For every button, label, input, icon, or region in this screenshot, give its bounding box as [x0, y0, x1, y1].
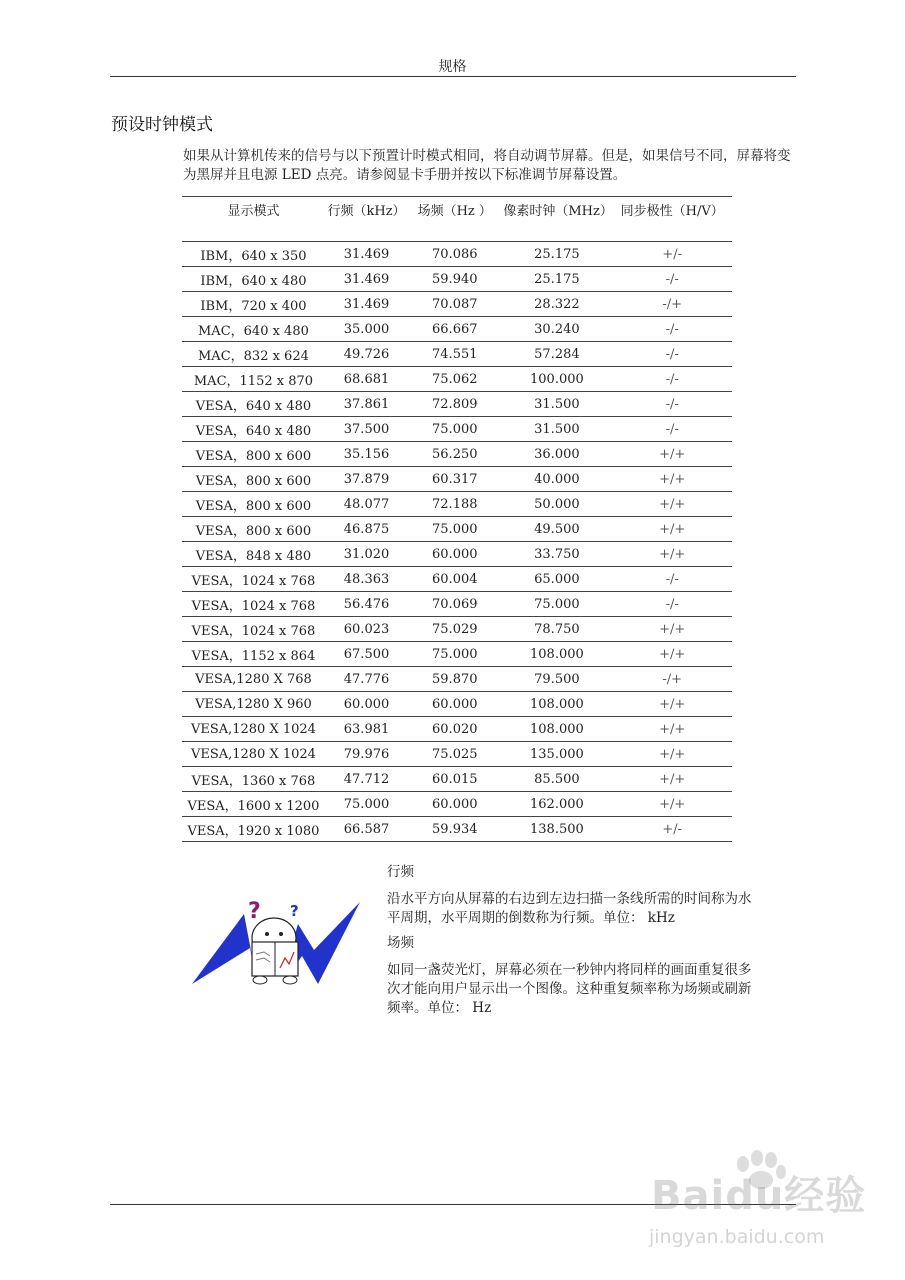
cell-sync-polarity: +/+	[612, 467, 732, 492]
cell-pixel-clock: 100.000	[501, 367, 612, 392]
cell-vertical-frequency: 59.934	[408, 817, 501, 842]
cell-vertical-frequency: 75.000	[408, 642, 501, 667]
cell-horizontal-frequency: 35.000	[325, 317, 408, 342]
cell-vertical-frequency: 70.069	[408, 592, 501, 617]
cell-pixel-clock: 108.000	[501, 642, 612, 667]
table-row	[182, 417, 732, 442]
table-row	[182, 317, 732, 342]
cell-vertical-frequency: 75.029	[408, 617, 501, 642]
cell-vertical-frequency: 75.025	[408, 742, 501, 767]
cell-display-mode: VESA,1280 X 960	[182, 692, 325, 717]
table-row	[182, 792, 732, 817]
header-sync-polarity: 同步极性（H/V）	[612, 197, 732, 242]
cell-vertical-frequency: 75.000	[408, 517, 501, 542]
confused-reader-with-book-icon	[192, 896, 362, 988]
cell-display-mode: VESA，1600 x 1200	[182, 792, 325, 817]
cell-display-mode: VESA,1280 X 768	[182, 667, 325, 692]
cell-horizontal-frequency: 46.875	[325, 517, 408, 542]
watermark-url: jingyan.baidu.com	[649, 1226, 825, 1248]
cell-display-mode: IBM，640 x 480	[182, 267, 325, 292]
header-horizontal-frequency: 行频（kHz）	[325, 197, 408, 242]
cell-pixel-clock: 108.000	[501, 692, 612, 717]
table-row	[182, 242, 732, 267]
table-row	[182, 267, 732, 292]
cell-vertical-frequency: 66.667	[408, 317, 501, 342]
cell-vertical-frequency: 60.015	[408, 767, 501, 792]
cell-sync-polarity: +/+	[612, 517, 732, 542]
cell-pixel-clock: 28.322	[501, 292, 612, 317]
cell-pixel-clock: 33.750	[501, 542, 612, 567]
table-row	[182, 342, 732, 367]
table-row	[182, 517, 732, 542]
cell-horizontal-frequency: 37.861	[325, 392, 408, 417]
cell-display-mode: VESA,1280 X 1024	[182, 742, 325, 767]
cell-sync-polarity: +/+	[612, 642, 732, 667]
cell-sync-polarity: +/+	[612, 617, 732, 642]
cell-horizontal-frequency: 31.020	[325, 542, 408, 567]
cell-sync-polarity: -/-	[612, 342, 732, 367]
header-divider	[110, 76, 796, 77]
header-pixel-clock: 像素时钟（MHz）	[501, 197, 612, 242]
cell-horizontal-frequency: 75.000	[325, 792, 408, 817]
cell-vertical-frequency: 74.551	[408, 342, 501, 367]
table-row	[182, 817, 732, 842]
cell-pixel-clock: 75.000	[501, 592, 612, 617]
cell-sync-polarity: +/+	[612, 742, 732, 767]
cell-horizontal-frequency: 60.000	[325, 692, 408, 717]
page-header-title: 规格	[438, 59, 467, 75]
definitions-block	[387, 860, 759, 1024]
cell-vertical-frequency: 60.020	[408, 717, 501, 742]
cell-horizontal-frequency: 63.981	[325, 717, 408, 742]
cell-vertical-frequency: 60.000	[408, 792, 501, 817]
cell-horizontal-frequency: 60.023	[325, 617, 408, 642]
cell-sync-polarity: +/+	[612, 792, 732, 817]
cell-sync-polarity: +/-	[612, 817, 732, 842]
cell-vertical-frequency: 56.250	[408, 442, 501, 467]
cell-sync-polarity: -/-	[612, 267, 732, 292]
cell-pixel-clock: 78.750	[501, 617, 612, 642]
cell-horizontal-frequency: 67.500	[325, 642, 408, 667]
cell-vertical-frequency: 60.000	[408, 542, 501, 567]
cell-display-mode: VESA，1360 x 768	[182, 767, 325, 792]
table-row	[182, 567, 732, 592]
table-row	[182, 592, 732, 617]
cell-pixel-clock: 50.000	[501, 492, 612, 517]
definition-term-horizontal-frequency: 行频	[387, 864, 414, 880]
cell-display-mode: IBM，640 x 350	[182, 242, 325, 267]
cell-pixel-clock: 25.175	[501, 267, 612, 292]
cell-display-mode: VESA，800 x 600	[182, 517, 325, 542]
cell-sync-polarity: -/+	[612, 667, 732, 692]
table-row	[182, 767, 732, 792]
cell-display-mode: VESA，1024 x 768	[182, 617, 325, 642]
watermark	[647, 1150, 867, 1260]
table-row	[182, 442, 732, 467]
question-mark-large: ?	[248, 899, 261, 924]
cell-sync-polarity: +/+	[612, 442, 732, 467]
cell-display-mode: VESA，640 x 480	[182, 392, 325, 417]
table-row	[182, 367, 732, 392]
definition-text-vertical-frequency: 如同一盏荧光灯，屏幕必须在一秒钟内将同样的画面重复很多次才能向用户显示出一个图像。这种重复频率称为场频或刷新频率。单位： Hz	[387, 962, 752, 1016]
cell-display-mode: VESA，1024 x 768	[182, 592, 325, 617]
timing-modes-table	[182, 196, 732, 842]
table-row	[182, 392, 732, 417]
cell-horizontal-frequency: 48.077	[325, 492, 408, 517]
cell-display-mode: VESA，640 x 480	[182, 417, 325, 442]
section-heading: 预设时钟模式	[111, 115, 213, 135]
cell-horizontal-frequency: 31.469	[325, 267, 408, 292]
table-row	[182, 617, 732, 642]
header-vertical-frequency: 场频（Hz ）	[408, 197, 501, 242]
table-header-row	[182, 197, 732, 242]
cell-horizontal-frequency: 47.712	[325, 767, 408, 792]
cell-sync-polarity: +/+	[612, 692, 732, 717]
table-row	[182, 292, 732, 317]
definition-text-horizontal-frequency: 沿水平方向从屏幕的右边到左边扫描一条线所需的时间称为水平周期，水平周期的倒数称为行频。单位： kHz	[387, 891, 752, 926]
cell-pixel-clock: 30.240	[501, 317, 612, 342]
cell-horizontal-frequency: 37.500	[325, 417, 408, 442]
cell-pixel-clock: 162.000	[501, 792, 612, 817]
cell-pixel-clock: 36.000	[501, 442, 612, 467]
cell-display-mode: VESA，1920 x 1080	[182, 817, 325, 842]
cell-display-mode: VESA，800 x 600	[182, 467, 325, 492]
cell-pixel-clock: 65.000	[501, 567, 612, 592]
question-mark-small: ?	[290, 902, 299, 920]
cell-pixel-clock: 57.284	[501, 342, 612, 367]
cell-sync-polarity: -/-	[612, 367, 732, 392]
cell-vertical-frequency: 72.188	[408, 492, 501, 517]
cell-sync-polarity: -/-	[612, 592, 732, 617]
cell-horizontal-frequency: 66.587	[325, 817, 408, 842]
cell-pixel-clock: 85.500	[501, 767, 612, 792]
cell-sync-polarity: -/-	[612, 392, 732, 417]
cell-vertical-frequency: 75.000	[408, 417, 501, 442]
cell-pixel-clock: 138.500	[501, 817, 612, 842]
cell-horizontal-frequency: 49.726	[325, 342, 408, 367]
cell-vertical-frequency: 59.940	[408, 267, 501, 292]
cell-vertical-frequency: 60.317	[408, 467, 501, 492]
cell-vertical-frequency: 70.087	[408, 292, 501, 317]
table-row	[182, 467, 732, 492]
cell-display-mode: VESA,1280 X 1024	[182, 717, 325, 742]
intro-paragraph: 如果从计算机传来的信号与以下预置计时模式相同，将自动调节屏幕。但是，如果信号不同，屏幕将变为黑屏并且电源 LED 点亮。请参阅显卡手册并按以下标准调节屏幕设置。	[183, 148, 791, 183]
cell-pixel-clock: 135.000	[501, 742, 612, 767]
cell-display-mode: MAC，640 x 480	[182, 317, 325, 342]
cell-vertical-frequency: 59.870	[408, 667, 501, 692]
cell-pixel-clock: 108.000	[501, 717, 612, 742]
cell-pixel-clock: 31.500	[501, 417, 612, 442]
cell-sync-polarity: +/+	[612, 767, 732, 792]
cell-horizontal-frequency: 79.976	[325, 742, 408, 767]
cell-vertical-frequency: 70.086	[408, 242, 501, 267]
table-row	[182, 692, 732, 717]
cell-display-mode: VESA，800 x 600	[182, 492, 325, 517]
cell-display-mode: MAC，1152 x 870	[182, 367, 325, 392]
cell-display-mode: VESA，1024 x 768	[182, 567, 325, 592]
table-row	[182, 717, 732, 742]
cell-sync-polarity: -/-	[612, 317, 732, 342]
cell-horizontal-frequency: 56.476	[325, 592, 408, 617]
cell-horizontal-frequency: 47.776	[325, 667, 408, 692]
cell-pixel-clock: 49.500	[501, 517, 612, 542]
table-row	[182, 542, 732, 567]
cell-sync-polarity: -/-	[612, 417, 732, 442]
cell-display-mode: IBM，720 x 400	[182, 292, 325, 317]
cell-sync-polarity: -/-	[612, 567, 732, 592]
cell-horizontal-frequency: 35.156	[325, 442, 408, 467]
cell-horizontal-frequency: 31.469	[325, 292, 408, 317]
definition-term-vertical-frequency: 场频	[387, 935, 414, 951]
cell-sync-polarity: +/-	[612, 242, 732, 267]
cell-display-mode: VESA，800 x 600	[182, 442, 325, 467]
cell-sync-polarity: +/+	[612, 542, 732, 567]
cell-sync-polarity: +/+	[612, 492, 732, 517]
cell-vertical-frequency: 60.000	[408, 692, 501, 717]
cell-horizontal-frequency: 37.879	[325, 467, 408, 492]
help-illustration	[192, 896, 362, 988]
cell-display-mode: VESA，848 x 480	[182, 542, 325, 567]
cell-sync-polarity: +/+	[612, 717, 732, 742]
header-display-mode: 显示模式	[182, 197, 325, 242]
cell-vertical-frequency: 72.809	[408, 392, 501, 417]
cell-vertical-frequency: 60.004	[408, 567, 501, 592]
cell-pixel-clock: 25.175	[501, 242, 612, 267]
cell-horizontal-frequency: 48.363	[325, 567, 408, 592]
cell-vertical-frequency: 75.062	[408, 367, 501, 392]
cell-pixel-clock: 31.500	[501, 392, 612, 417]
cell-display-mode: VESA，1152 x 864	[182, 642, 325, 667]
cell-display-mode: MAC，832 x 624	[182, 342, 325, 367]
watermark-brand: Baidu经验	[651, 1173, 867, 1219]
table-row	[182, 492, 732, 517]
table-row	[182, 742, 732, 767]
cell-pixel-clock: 79.500	[501, 667, 612, 692]
cell-pixel-clock: 40.000	[501, 467, 612, 492]
table-row	[182, 642, 732, 667]
cell-horizontal-frequency: 68.681	[325, 367, 408, 392]
cell-horizontal-frequency: 31.469	[325, 242, 408, 267]
cell-sync-polarity: -/+	[612, 292, 732, 317]
table-row	[182, 667, 732, 692]
